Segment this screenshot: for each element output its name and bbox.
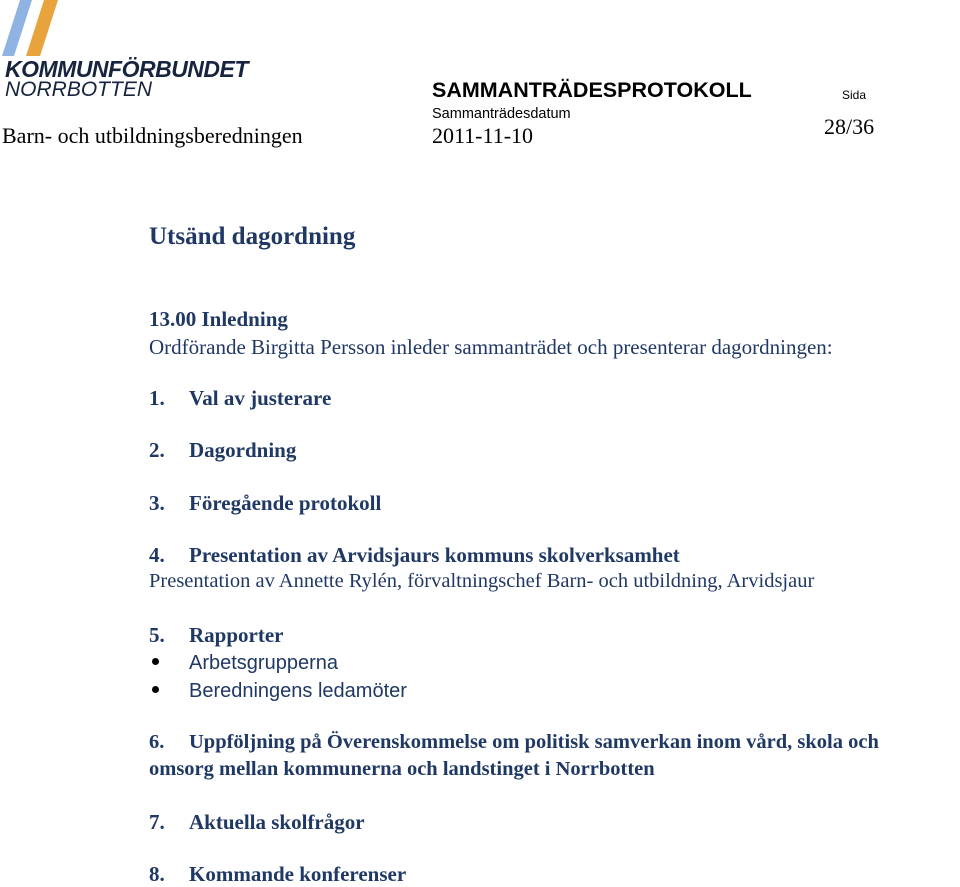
agenda-item [149,623,283,648]
document-title: SAMMANTRÄDESPROTOKOLL [432,78,752,102]
logo-text-line2: NORRBOTTEN [5,78,152,101]
agenda-item-title-continued: omsorg mellan kommunerna och landstinget i Norrbotten [149,758,655,780]
agenda-item [149,810,365,835]
agenda-item-number: 5. [149,623,165,647]
agenda-item-title: Aktuella skolfrågor [189,810,365,834]
agenda-item [149,491,381,516]
meeting-date: 2011-11-10 [432,123,534,148]
list-item-text: Arbetsgrupperna [189,652,338,674]
logo-text-line1: KOMMUNFÖRBUNDET [5,56,248,82]
list-item [149,652,338,675]
opening-title: 13.00 Inledning [149,307,288,331]
agenda-item-number: 4. [149,543,165,567]
meeting-date-label: Sammanträdesdatum [432,106,571,122]
agenda-item [149,438,296,463]
agenda-item [149,386,331,411]
agenda-item-number: 3. [149,491,165,515]
agenda-item-detail: Presentation av Annette Rylén, förvaltningschef Barn- och utbildning, Arvidsjaur [149,570,815,592]
page-label: Sida [842,88,867,102]
agenda-item-title: Uppföljning på Överenskommelse om politisk samverkan inom vård, skola och [189,731,879,753]
agenda-heading: Utsänd dagordning [149,223,356,250]
agenda-item-title: Dagordning [189,438,297,462]
list-item-text: Beredningens ledamöter [189,680,407,702]
agenda-item-title: Presentation av Arvidsjaurs kommuns skolverksamhet [189,543,680,567]
agenda-item-title: Val av justerare [189,386,332,410]
agenda-item [149,543,680,568]
logo-stripes-icon [2,0,62,58]
agenda-item-title: Föregående protokoll [189,491,382,515]
agenda-item-number: 7. [149,810,165,834]
organization-logo [0,0,250,110]
list-item [149,680,407,703]
agenda-item [149,731,879,754]
agenda-item-number: 8. [149,862,165,886]
page-number: 28/36 [824,114,875,139]
bullet-icon [152,686,159,693]
agenda-item-number: 6. [149,731,165,753]
opening-text: Ordförande Birgitta Persson inleder sammanträdet och presenterar dagordningen: [149,335,833,359]
organization-name: Barn- och utbildningsberedningen [2,123,303,148]
agenda-item-number: 2. [149,438,165,462]
agenda-item-title: Rapporter [189,623,284,647]
bullet-icon [152,658,159,665]
agenda-item [149,862,406,887]
agenda-item-number: 1. [149,386,165,410]
agenda-item-title: Kommande konferenser [189,862,407,886]
